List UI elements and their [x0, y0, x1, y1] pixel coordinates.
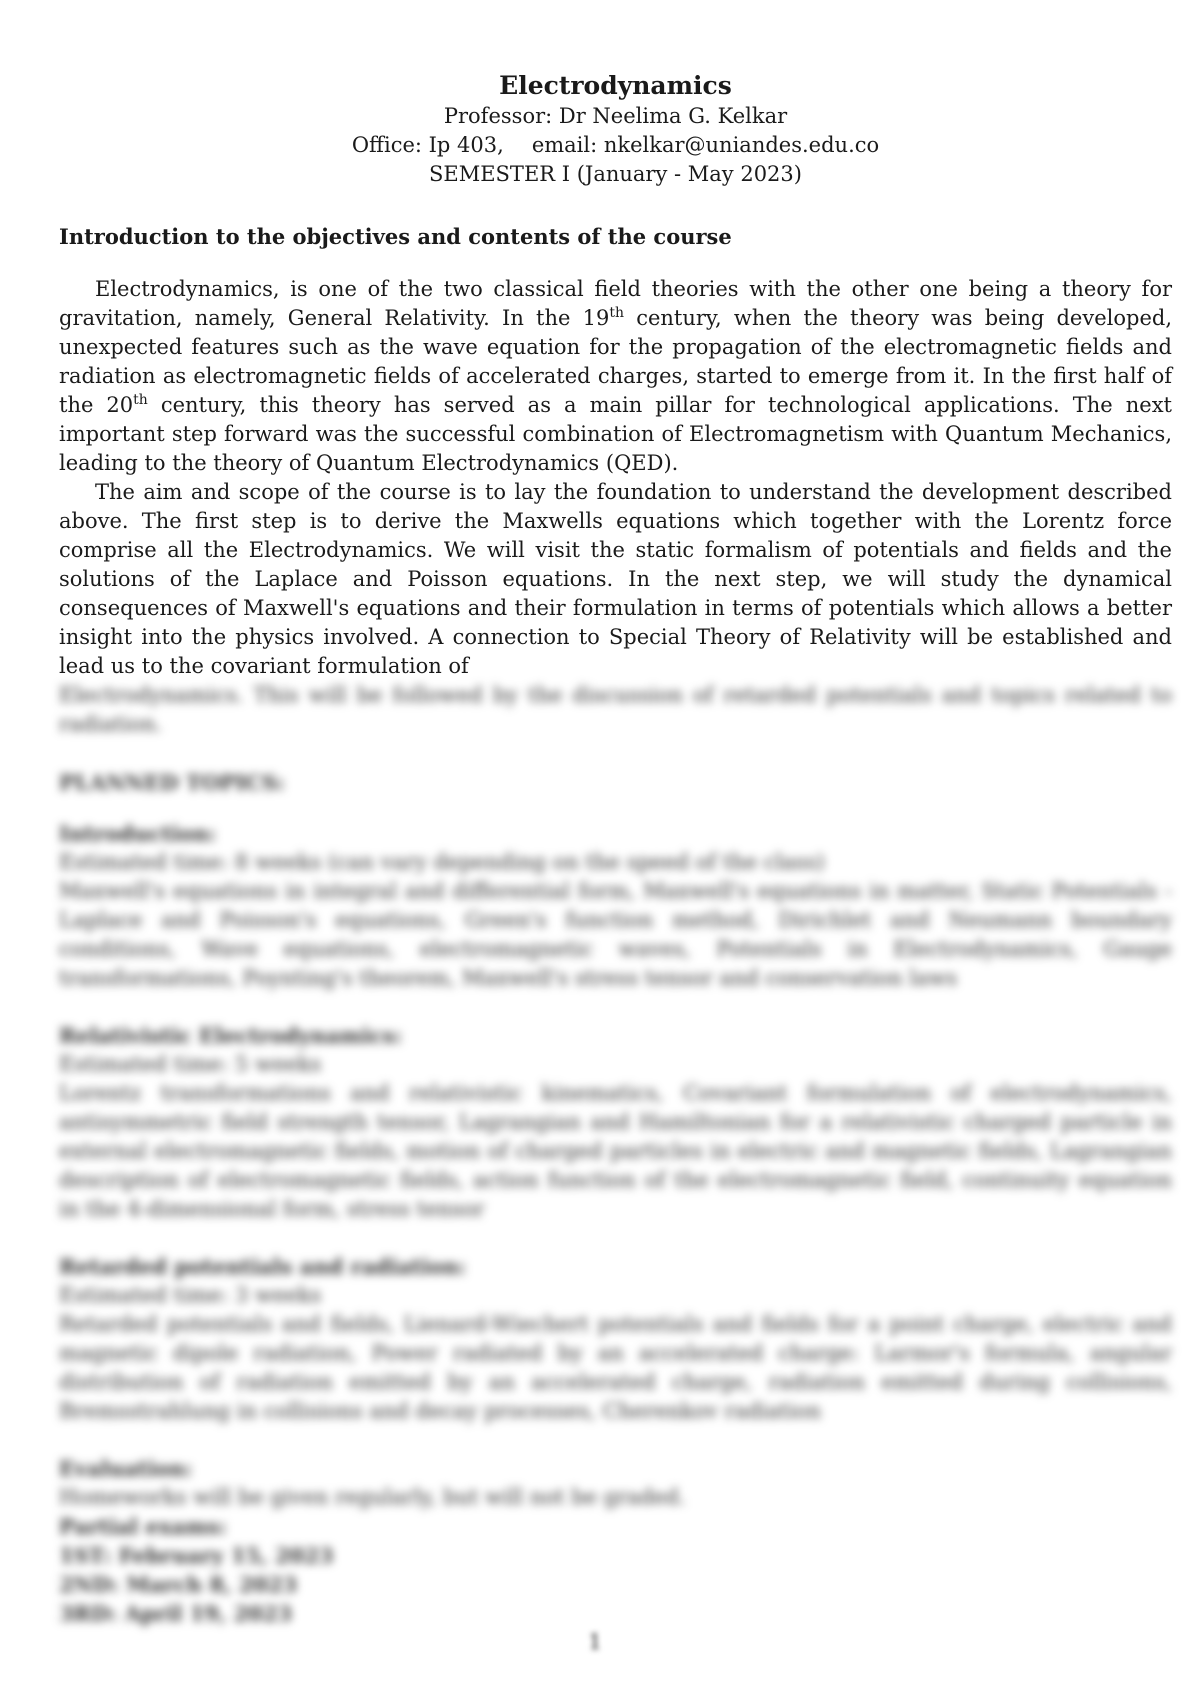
professor-line: Professor: Dr Neelima G. Kelkar [443, 104, 788, 128]
intro-paragraph-1 [59, 275, 1172, 478]
homework-text: Homeworks will be given regularly, but will not be graded. [59, 1485, 686, 1509]
topic-relativistic [59, 1021, 1172, 1224]
evaluation-title: Evaluation: [59, 1456, 193, 1481]
office-text: Office: Ip 403, [351, 133, 504, 157]
document-page [59, 70, 1172, 1628]
document-title: Electrodynamics [499, 71, 732, 100]
intro-p1-text-b: century, when the theory was being developed, unexpected features such as the wave equation for the propagation of the electromagnetic fields and radiation as electromagnetic fields of accelerated charges, started to emerge from it. In the first half of the 20 [59, 306, 1172, 417]
topic-body: Maxwell's equations in integral and differential form, Maxwell's equations in matter, Static Potentials - Laplace and Poisson's equations, Green's function method, Dirichlet and Neumann boundary conditions, Wave equations, electromagnetic waves, Potentials in Electrodynamics, Gauge transformations, Poynting's theorem, Maxwell's stress tensor and conservation laws [59, 879, 1172, 990]
topic-body: Retarded potentials and fields, Lienard-Wiechert potentials and fields for a point charge, electric and magnetic dipole radiation, Power radiated by an accelerated charge: Larmor's formula, angular distribution of radiation emitted by an accelerated charge, radiation emitted during collisions, Bremsstrahlung in collisions and decay processes, Cherenkov radiation [59, 1312, 1172, 1423]
exam-date: 3RD: April 19, 2023 [59, 1601, 292, 1626]
intro-p1-text-a: Electrodynamics, is one of the two classical field theories with the other one being a theory for gravitation, namely, General Relativity. In the 19 [59, 277, 1172, 330]
evaluation-section [59, 1454, 1172, 1628]
topic-introduction [59, 819, 1172, 993]
blurred-section [59, 681, 1172, 1628]
exam-date: 1ST: February 15, 2023 [59, 1543, 334, 1568]
exam-date: 2ND: March 8, 2023 [59, 1572, 298, 1597]
page-number: 1 [588, 1630, 602, 1654]
intro-heading: Introduction to the objectives and contents of the course [59, 224, 732, 249]
topic-title: Relativistic Electrodynamics: [59, 1023, 403, 1048]
planned-topics-heading: PLANNED TOPICS: [59, 770, 285, 795]
intro-p1-text-c: century, this theory has served as a main pillar for technological applications. The next important step forward was the successful combination of Electromagnetism with Quantum Mechanics, leading to the theory of Quantum Electrodynamics (QED). [59, 393, 1172, 475]
topic-time: Estimated time: 3 weeks [59, 1283, 322, 1307]
intro-paragraph-2-tail: Electrodynamics. This will be followed by the discussion of retarded potentials and topics related to radiation. [59, 683, 1172, 736]
contact-line [59, 131, 1172, 160]
topic-title: Introduction: [59, 821, 217, 846]
email-text: email: nkelkar@uniandes.edu.co [531, 133, 880, 157]
topic-time: Estimated time: 5 weeks [59, 1052, 322, 1076]
topic-time: Estimated time: 8 weeks (can vary depending on the speed of the class) [59, 850, 825, 874]
intro-paragraph-2: The aim and scope of the course is to lay the foundation to understand the development described above. The first step is to derive the Maxwells equations which together with the Lorentz force comprise all the Electrodynamics. We will visit the static formalism of potentials and fields and the solutions of the Laplace and Poisson equations. In the next step, we will study the dynamical consequences of Maxwell's equations and their formulation in terms of potentials which allows a better insight into the physics involved. A connection to Special Theory of Relativity will be established and lead us to the covariant formulation of [59, 480, 1172, 678]
document-header [59, 70, 1172, 189]
topic-retarded [59, 1252, 1172, 1426]
superscript-th-1: th [609, 305, 625, 321]
topic-body: Lorentz transformations and relativistic kinematics, Covariant formulation of electrodynamics, antisymmetric field strength tensor, Lagrangian and Hamiltonian for a relativistic charged particle in external electromagnetic fields, motion of charged particles in electric and magnetic fields, Lagrangian description of electromagnetic fields, action function of the electromagnetic field, continuity equation in the 4-dimensional form, stress tensor [59, 1081, 1172, 1221]
partial-exams-label: Partial exams: [59, 1514, 227, 1539]
semester-line: SEMESTER I (January - May 2023) [429, 162, 802, 186]
topic-title: Retarded potentials and radiation: [59, 1254, 467, 1279]
superscript-th-2: th [133, 392, 148, 408]
